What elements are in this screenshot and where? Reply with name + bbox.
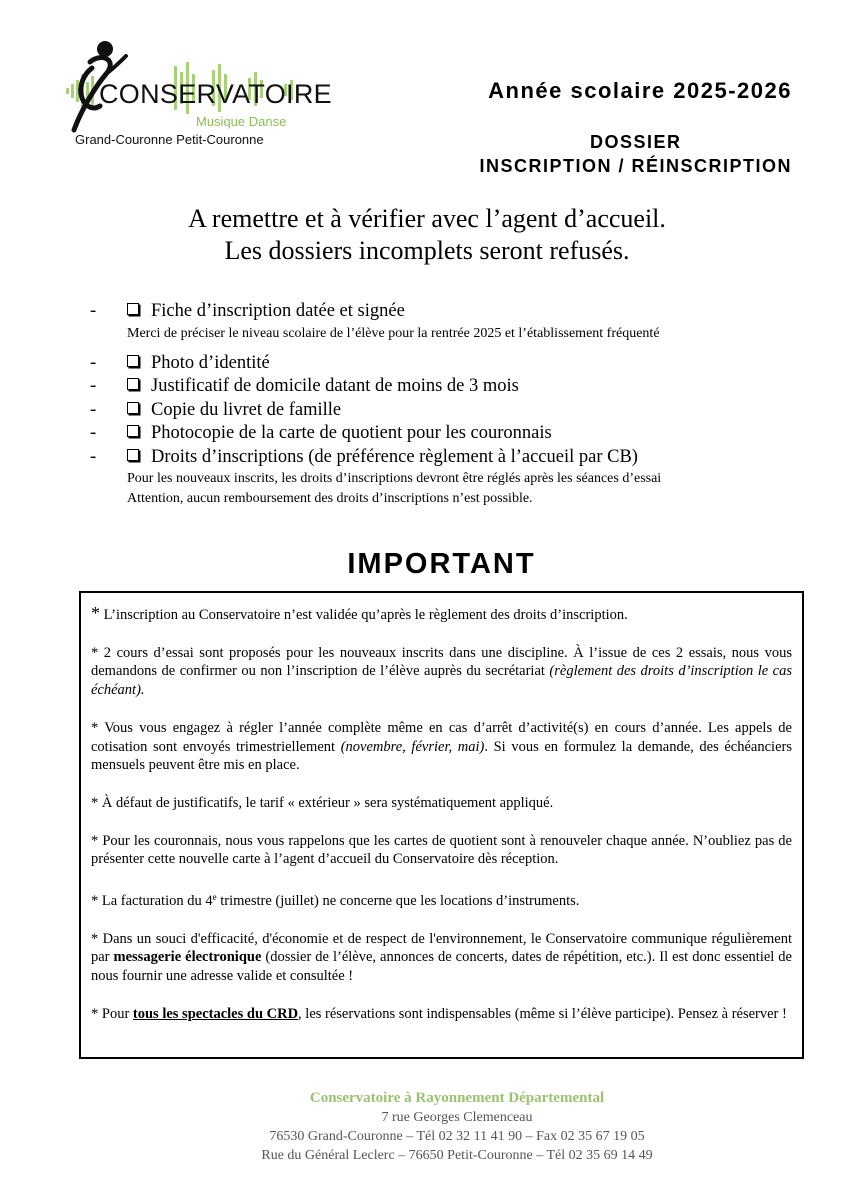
school-year-title: Année scolaire 2025-2026	[488, 78, 792, 103]
notice-paragraph	[91, 719, 792, 775]
conservatoire-logo	[62, 38, 332, 148]
notice-text: , les réservations sont indispensables (même si l’élève participe). Pensez à réserver !	[298, 1005, 787, 1022]
checklist-item-label: Justificatif de domicile datant de moins de 3 mois	[151, 376, 519, 396]
checklist-item	[90, 446, 810, 510]
notice-text: * Vous vous engagez à régler l’année complète même en cas d’arrêt d’activité(s) en cours d’année. Les appels de cotisation sont envoyés trimestriellement	[91, 719, 792, 755]
checklist-item-note: Attention, aucun remboursement des droits d’inscriptions n’est possible.	[127, 491, 533, 506]
notice-star: *	[91, 603, 100, 623]
notice-italic: (règlement des droits d’inscription le cas échéant).	[91, 663, 793, 699]
notice-text: * 2 cours d’essai sont proposés pour les nouveaux inscrits dans une discipline. À l’issue de ces 2 essais, nous vous demandons de confirmer ou non l’inscription de l’élève auprès du secrétariat	[91, 644, 792, 680]
checklist-item-note: Pour les nouveaux inscrits, les droits d’inscriptions devront être réglés après les séances d’essai	[127, 471, 662, 486]
checklist-item-label: Photocopie de la carte de quotient pour les couronnais	[151, 423, 552, 443]
checkbox-icon	[127, 303, 139, 315]
checklist-item	[90, 352, 810, 376]
notice-paragraph	[91, 930, 792, 986]
checklist-item-label: Droits d’inscriptions (de préférence règlement à l’accueil par CB)	[151, 446, 638, 467]
notice-text: * La facturation du 4	[91, 892, 213, 909]
checkbox-icon	[127, 402, 139, 414]
checklist-item-note: Merci de préciser le niveau scolaire de l’élève pour la rentrée 2025 et l’établissement fréquenté	[127, 325, 660, 341]
list-dash: -	[90, 352, 97, 373]
footer-address	[0, 1089, 854, 1165]
checkbox-icon	[127, 425, 139, 437]
notice-bold: messagerie électronique	[113, 949, 262, 966]
intro-line2: Les dossiers incomplets seront refusés.	[224, 236, 630, 265]
notice-text: . Si vous en formulez la demande, des échéanciers mensuels peuvent être mis en place.	[91, 738, 792, 774]
checklist-item	[90, 399, 810, 423]
notice-paragraph	[91, 1005, 792, 1024]
checklist-item	[90, 375, 810, 399]
checklist-item	[90, 300, 810, 344]
notice-text: * Pour	[91, 1005, 133, 1022]
footer-line: 7 rue Georges Clemenceau	[381, 1110, 533, 1125]
notice-text: L’inscription au Conservatoire n’est validée qu’après le règlement des droits d’inscription.	[100, 607, 628, 623]
notice-paragraph: * Pour les couronnais, nous vous rappelons que les cartes de quotient sont à renouveler chaque année. N’oubliez pas de présenter cette nouvelle carte à l’agent d’accueil du Conservatoire dès réception.	[91, 832, 792, 868]
list-dash: -	[90, 399, 97, 420]
checklist-item-label: Fiche d’inscription datée et signée	[151, 301, 405, 321]
list-dash: -	[90, 446, 97, 467]
checkbox-icon	[127, 449, 139, 461]
notice-underlined: tous les spectacles du CRD	[132, 1005, 299, 1022]
important-heading: IMPORTANT	[347, 548, 536, 580]
checklist-item-label: Photo d’identité	[151, 352, 270, 373]
notice-text: (dossier de l’élève, annonces de concerts, dates de répétition, etc.). Il est donc essentiel de nous fournir une adresse valide et consultée !	[91, 949, 792, 985]
dossier-title-line2: INSCRIPTION / RÉINSCRIPTION	[479, 156, 792, 176]
checklist-item-label: Copie du livret de famille	[151, 399, 342, 420]
footer-title: Conservatoire à Rayonnement Départemental	[309, 1090, 605, 1106]
list-dash: -	[90, 301, 97, 321]
dossier-title	[479, 130, 792, 178]
notice-paragraph	[91, 644, 792, 700]
notice-paragraph	[91, 888, 792, 911]
logo-cities: Grand-Couronne Petit-Couronne	[75, 132, 264, 147]
list-dash: -	[90, 376, 97, 396]
footer-line: Rue du Général Leclerc – 76650 Petit-Couronne – Tél 02 35 69 14 49	[261, 1148, 653, 1163]
intro-instructions	[0, 203, 854, 267]
checkbox-icon	[127, 378, 139, 390]
checklist-item	[90, 422, 810, 446]
notice-text: trimestre (juillet) ne concerne que les locations d’instruments.	[216, 892, 580, 909]
document-checklist	[90, 300, 810, 509]
notice-italic: (novembre, février, mai)	[340, 738, 485, 755]
checkbox-icon	[127, 355, 139, 367]
footer-line: 76530 Grand-Couronne – Tél 02 32 11 41 90 – Fax 02 35 67 19 05	[269, 1129, 645, 1144]
important-notice-box	[79, 591, 804, 1059]
logo-subtitle: Musique Danse	[196, 114, 287, 129]
dossier-title-line1: DOSSIER	[589, 132, 682, 152]
intro-line1: A remettre et à vérifier avec l’agent d’accueil.	[188, 204, 666, 233]
logo-wordmark: CONSERVATOIRE	[99, 79, 332, 109]
notice-text: * Dans un souci d'efficacité, d'économie et de respect de l'environnement, le Conservatoire communique régulièrement par	[91, 930, 792, 966]
notice-superscript: e	[212, 891, 217, 902]
notice-paragraph: * À défaut de justificatifs, le tarif « extérieur » sera systématiquement appliqué.	[91, 794, 554, 811]
notice-paragraph	[91, 604, 792, 625]
list-dash: -	[90, 423, 97, 443]
